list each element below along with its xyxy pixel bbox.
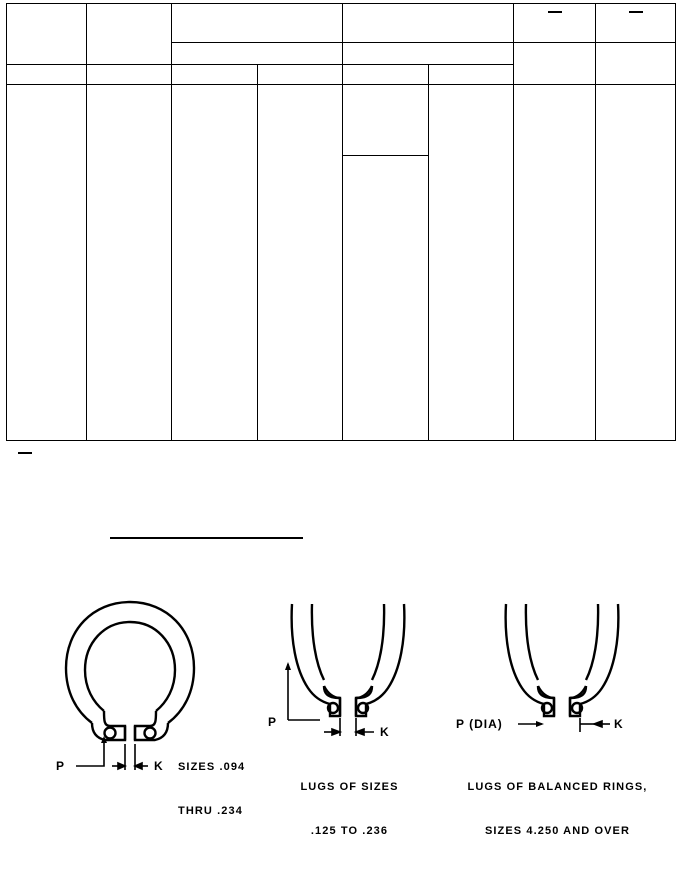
label-k-dim-3: [580, 718, 610, 732]
figure-caption-1-line-1: SIZES .094: [178, 760, 246, 773]
figure-caption-2-line-2: .125 TO .236: [310, 825, 389, 838]
lugs-balanced-drawing: [450, 602, 665, 742]
label-p-leader-3: [518, 721, 544, 727]
table-header-dash-1: [514, 4, 596, 43]
under-table-dash-mark: [18, 452, 32, 454]
table-colhead-3: [172, 65, 258, 85]
table-body-7: [514, 85, 596, 441]
specification-table-container: [6, 3, 675, 441]
label-p-1: P: [56, 759, 66, 773]
lugs-small-drawing: [262, 602, 437, 742]
table-body-3: [172, 85, 258, 441]
label-k-2: K: [380, 725, 390, 739]
dash-mark-2: [629, 4, 643, 13]
table-body-6: [429, 85, 514, 441]
table-colhead-1: [7, 65, 87, 85]
figure-caption-1-line-2: THRU .234: [178, 805, 243, 818]
table-group-header-2: [343, 4, 514, 43]
table-body-5-top: [343, 85, 429, 156]
figure-caption-1: [178, 730, 245, 849]
figure-caption-2: [262, 750, 437, 869]
table-colhead-6: [429, 65, 514, 85]
specification-table: [6, 3, 676, 441]
table-cell-r2c7: [514, 42, 596, 84]
table-group-header-1: [172, 4, 343, 43]
table-body-5-bottom: [343, 155, 429, 440]
figure-lugs-balanced: [450, 602, 665, 838]
label-k-1: K: [154, 759, 164, 773]
table-body-4: [258, 85, 343, 441]
table-cell-r2c8: [596, 42, 676, 84]
table-colhead-2: [87, 65, 172, 85]
figure-section-rule: [110, 537, 303, 539]
figure-caption-2-line-1: LUGS OF SIZES: [300, 780, 399, 793]
label-p-leader-1: [76, 736, 107, 766]
figure-panel: [0, 560, 681, 838]
table-body-8: [596, 85, 676, 441]
table-subheader-2: [343, 42, 514, 64]
figure-lugs-small: [262, 602, 437, 838]
label-p-dia-3: P (DIA): [456, 717, 503, 731]
label-p-leader-2: [285, 662, 320, 720]
table-body-2: [87, 85, 172, 441]
figure-caption-3: [450, 750, 665, 869]
figure-caption-3-line-2: SIZES 4.250 AND OVER: [484, 825, 631, 838]
table-header-dash-2: [596, 4, 676, 43]
table-body-1: [7, 85, 87, 441]
table-cell-r1c2: [87, 4, 172, 65]
label-p-2: P: [268, 715, 278, 729]
dash-mark-1: [548, 4, 562, 13]
label-k-dim-1: [112, 744, 148, 770]
figure-ring-external: [30, 580, 270, 818]
table-cell-r1c1: [7, 4, 87, 65]
label-k-dim-2: [324, 718, 374, 736]
table-subheader-1: [172, 42, 343, 64]
label-k-3: K: [614, 717, 624, 731]
figure-caption-3-line-1: LUGS OF BALANCED RINGS,: [467, 780, 648, 793]
table-colhead-4: [258, 65, 343, 85]
table-colhead-5: [343, 65, 429, 85]
